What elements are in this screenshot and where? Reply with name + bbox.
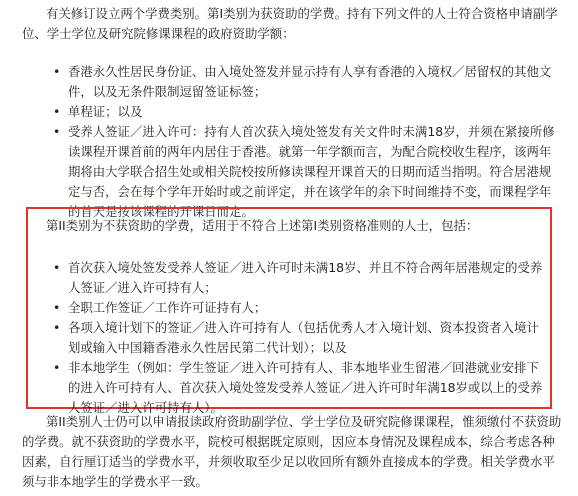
list-item: • 首次获入境处签发受养人签证／进入许可时未满18岁、并且不符合两年居港规定的受养人签证／进入许可持有人； [50,258,550,298]
outro-paragraph: 第II类别人士仍可以申请报读政府资助副学位、学士学位及研究院修课课程，惟须缴付不获资助的学费。就不获资助的学费水平，院校可根据既定原则，因应本身情况及课程成本，综合考虑各种因素，自行厘订适当的学费水平，并须收取至少足以收回所有额外直接成本的学费。相关学费水平须与非本地学生的学费水平一致。 [22,414,562,489]
list-item: • 非本地学生（例如：学生签证／进入许可持有人、非本地毕业生留港／回港就业安排下的进入许可持有人、首次获入境处签发受养人签证／进入许可时年满18岁或以上的受养人签证／进入许可持有人）。 [50,358,550,418]
list-item: • 各项入境计划下的签证／进入许可持有人（包括优秀人才入境计划、资本投资者入境计划或输入中国籍香港永久性居民第二代计划）；以及 [50,318,550,358]
category2-list [50,258,550,418]
list-item: • 受养人签证／进入许可：持有人首次获入境处签发有关文件时未满18岁，并须在紧接所修读课程开课首前的两年内居住于香港。就第一年学额而言，为配合院校收生程序，该两年期将由大学联合招生处或相关院校按所修读课程开课首天的日期而适当指明。符合居港规定与否，会在每个学年开始时或之前评定，并在该学年的余下时间维持不变，而课程学年的首天是按该课程的开课日而定。 [50,122,562,222]
category2-title: 第II类别为不获资助的学费，适用于不符合上述第I类别资格准则的人士，包括： [46,218,479,233]
category1-list [50,62,562,222]
list-item: • 香港永久性居民身份证、由入境处签发并显示持有人享有香港的入境权／居留权的其他文件，以及无条件限制逗留签证标签； [50,62,562,102]
list-item: • 单程证；以及 [50,102,562,122]
intro-paragraph: 有关修订设立两个学费类别。第I类别为获资助的学费。持有下列文件的人士符合资格申请副学位、学士学位及研究院修课课程的政府资助学额： [22,6,558,41]
list-item: • 全职工作签证／工作许可证持有人； [50,298,550,318]
